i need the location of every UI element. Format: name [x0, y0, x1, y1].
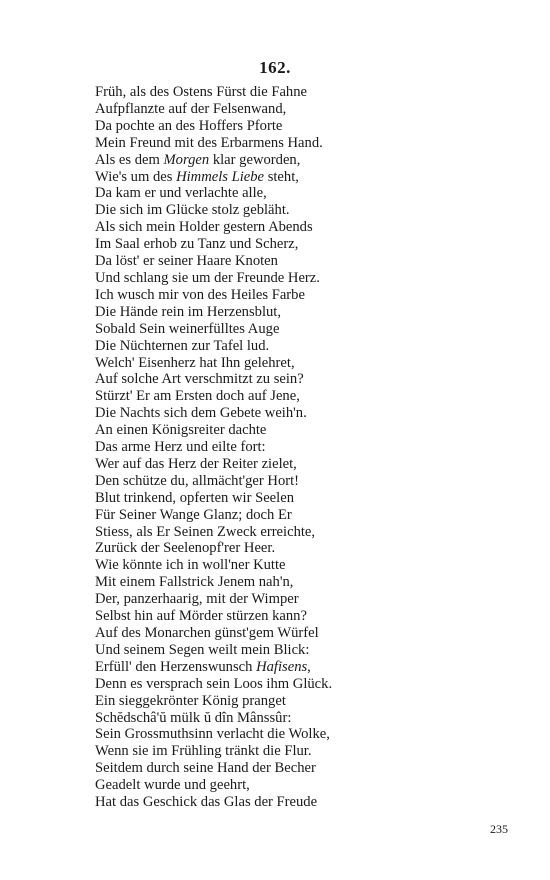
line-text: Wer auf das Herz der Reiter zielet, — [95, 455, 297, 472]
poem-body — [95, 84, 515, 811]
poem-line — [95, 152, 515, 169]
line-text: Früh, als des Ostens Fürst die Fahne — [95, 84, 308, 100]
poem-line — [95, 388, 515, 405]
line-text: Sobald Sein weinerfülltes Auge — [95, 320, 280, 337]
line-text: Für Seiner Wange Glanz; doch Er — [95, 506, 292, 523]
poem-line — [95, 304, 515, 321]
poem-line — [95, 608, 515, 625]
line-text: Zurück der Seelenopf'rer Heer. — [95, 540, 276, 557]
poem-line — [95, 84, 515, 101]
poem-line — [95, 101, 515, 118]
poem-line — [95, 169, 515, 186]
poem-line — [95, 642, 515, 659]
poem-line — [95, 185, 515, 202]
poem-line — [95, 743, 515, 760]
poem-line — [95, 591, 515, 608]
poem-line — [95, 338, 515, 355]
line-text: Stiess, als Er Seinen Zweck erreichte, — [95, 523, 316, 540]
poem-line — [95, 422, 515, 439]
line-text: Aufpflanzte auf der Felsenwand, — [95, 100, 287, 117]
line-text: Auf solche Art verschmitzt zu sein? — [95, 371, 304, 388]
italic-term: Hafisens — [256, 658, 308, 675]
line-text: Im Saal erhob zu Tanz und Scherz, — [95, 236, 299, 253]
poem-line — [95, 659, 515, 676]
line-text: Seitdem durch seine Hand der Becher — [95, 760, 316, 777]
poem-line — [95, 507, 515, 524]
poem-line — [95, 253, 515, 270]
italic-term: Himmels Liebe — [176, 168, 265, 185]
poem-line — [95, 726, 515, 743]
line-text: Und schlang sie um der Freunde Herz. — [95, 269, 320, 286]
poem-line — [95, 540, 515, 557]
italic-term: Morgen — [163, 151, 210, 168]
line-text: Ein sieggekrönter König pranget — [95, 692, 286, 709]
poem-line — [95, 693, 515, 710]
line-text: Erfüll' den Herzenswunsch — [95, 658, 257, 675]
poem-line — [95, 202, 515, 219]
poem-line — [95, 625, 515, 642]
poem-number: 162. — [259, 58, 291, 77]
line-text: Als sich mein Holder gestern Abends — [95, 219, 313, 236]
poem-line — [95, 236, 515, 253]
line-text: Mein Freund mit des Erbarmens Hand. — [95, 134, 323, 151]
page-number: 235 — [490, 822, 508, 836]
line-text: Die sich im Glücke stolz gebläht. — [95, 202, 290, 219]
poem-line — [95, 710, 515, 727]
line-text: , — [307, 658, 311, 675]
line-text: Da kam er und verlachte alle, — [95, 185, 267, 202]
poem-line — [95, 524, 515, 541]
line-text: Da löst' er seiner Haare Knoten — [95, 253, 278, 270]
line-text: Mit einem Fallstrick Jenem nah'n, — [95, 574, 294, 591]
poem-line — [95, 574, 515, 591]
line-text: klar geworden, — [209, 151, 301, 168]
poem-line — [95, 794, 515, 811]
line-text: Selbst hin auf Mörder stürzen kann? — [95, 608, 307, 625]
poem-line — [95, 371, 515, 388]
poem-line — [95, 760, 515, 777]
poem-line — [95, 777, 515, 794]
poem-line — [95, 405, 515, 422]
line-text: Hat das Geschick das Glas der Freude — [95, 794, 318, 811]
poem-line — [95, 490, 515, 507]
poem-line — [95, 456, 515, 473]
poem-line — [95, 557, 515, 574]
line-text: Das arme Herz und eilte fort: — [95, 439, 266, 456]
poem-line — [95, 321, 515, 338]
line-text: Den schütze du, allmächt'ger Hort! — [95, 472, 300, 489]
line-text: Die Nüchternen zur Tafel lud. — [95, 337, 270, 354]
line-text: Und seinem Segen weilt mein Blick: — [95, 641, 310, 658]
line-text: Schĕdschâ'ŭ mülk ŭ dîn Mânssûr: — [95, 709, 292, 726]
line-text: Geadelt wurde und geehrt, — [95, 777, 250, 794]
line-text: Stürzt' Er am Ersten doch auf Jene, — [95, 388, 300, 405]
line-text: Die Hände rein im Herzensblut, — [95, 303, 282, 320]
poem-line — [95, 287, 515, 304]
line-text: Denn es versprach sein Loos ihm Glück. — [95, 675, 333, 692]
line-text: Sein Grossmuthsinn verlacht die Wolke, — [95, 726, 330, 743]
line-text: steht, — [264, 168, 299, 185]
line-text: Auf des Monarchen günst'gem Würfel — [95, 625, 319, 641]
line-text: Als es dem — [95, 151, 164, 168]
line-text: Wenn sie im Frühling tränkt die Flur. — [95, 743, 312, 760]
poem-line — [95, 439, 515, 456]
poem-line — [95, 118, 515, 135]
line-text: Ich wusch mir von des Heiles Farbe — [95, 286, 305, 303]
line-text: Welch' Eisenherz hat Ihn gelehret, — [95, 354, 295, 371]
poem-line — [95, 355, 515, 372]
poem-line — [95, 135, 515, 152]
line-text: Blut trinkend, opferten wir Seelen — [95, 489, 294, 506]
line-text: Wie's um des — [95, 168, 177, 185]
line-text: Da pochte an des Hoffers Pforte — [95, 117, 283, 134]
poem-line — [95, 270, 515, 287]
poem-line — [95, 473, 515, 490]
line-text: Wie könnte ich in woll'ner Kutte — [95, 557, 286, 574]
poem-line — [95, 676, 515, 693]
poem-line — [95, 219, 515, 236]
line-text: Die Nachts sich dem Gebete weih'n. — [95, 405, 307, 422]
line-text: Der, panzerhaarig, mit der Wimper — [95, 591, 299, 608]
line-text: An einen Königsreiter dachte — [95, 422, 267, 439]
